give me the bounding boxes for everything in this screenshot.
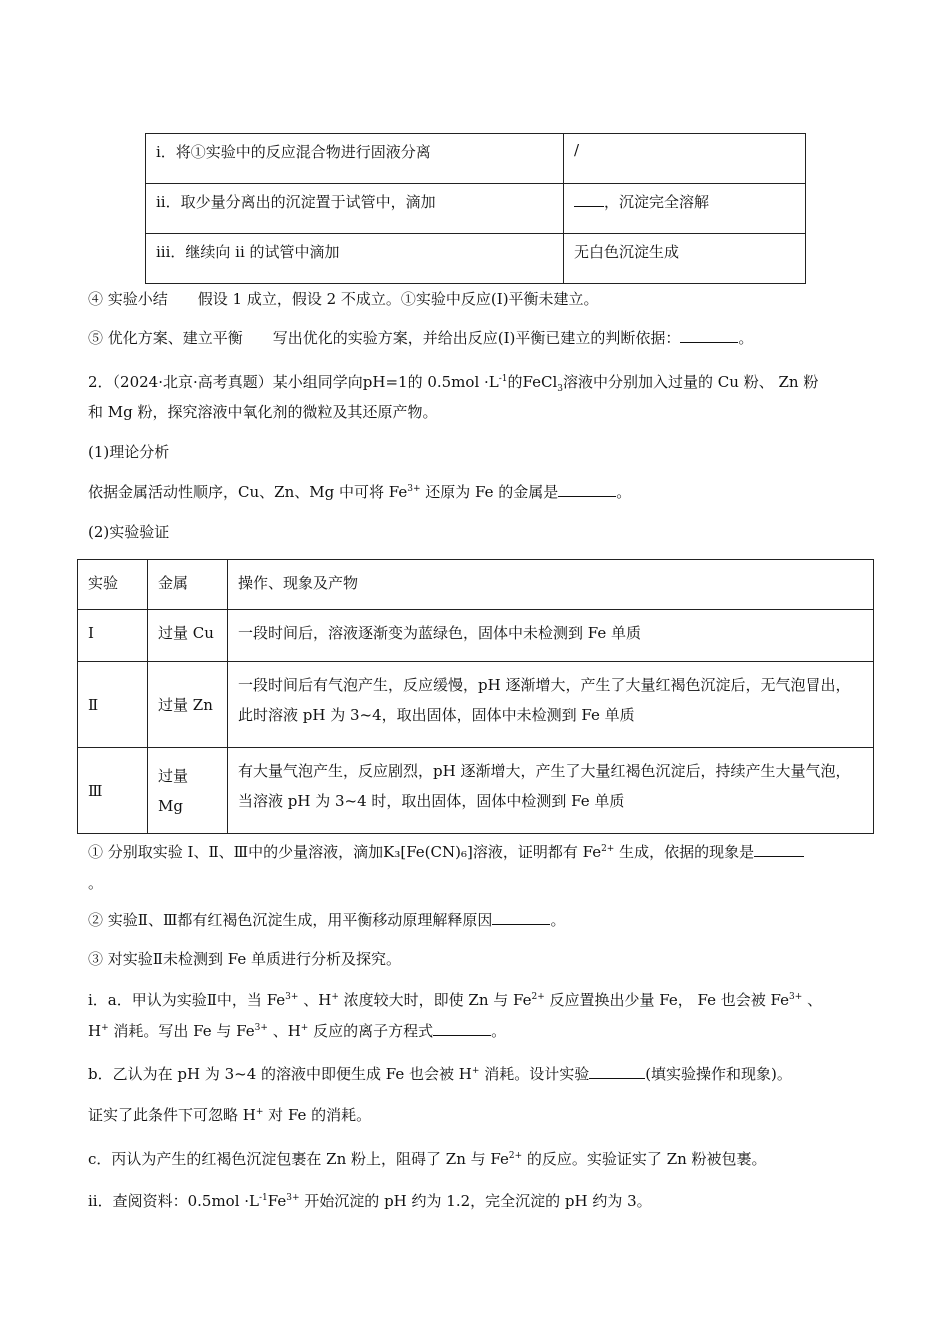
formula: K₃[Fe(CN)₆]	[383, 843, 473, 861]
text: b．乙认为在 pH 为 3~4 的溶液中即便生成 Fe 也会被 H	[88, 1065, 472, 1083]
text: 反应置换出少量 Fe， Fe 也会被 Fe	[544, 991, 790, 1009]
table-row	[78, 610, 874, 662]
table-cell: 过量 Mg	[148, 748, 228, 834]
question-3: ③ 对实验Ⅱ未检测到 Fe 单质进行分析及探究。	[88, 950, 401, 968]
table-row	[146, 184, 806, 234]
text: 证实了此条件下可忽略 H	[88, 1106, 256, 1124]
table-cell: iii．继续向 ii 的试管中滴加	[146, 234, 564, 284]
text: ① 分别取实验 I、Ⅱ、Ⅲ中的少量溶液，滴加	[88, 843, 384, 861]
text: 的反应。实验证实了 Zn 粉被包裹。	[522, 1150, 767, 1168]
formula: Cu、Zn、Mg	[238, 483, 335, 501]
text: H	[88, 1022, 102, 1040]
optimize-paragraph	[88, 327, 753, 349]
answer-blank[interactable]	[589, 1064, 645, 1079]
question-3-ia-line2	[88, 1020, 506, 1042]
answer-blank[interactable]	[754, 842, 804, 857]
superscript: 3+	[254, 1023, 268, 1033]
table-cell: I	[78, 610, 148, 662]
superscript: +	[300, 1023, 309, 1033]
table-row	[78, 662, 874, 748]
text: 、	[802, 991, 823, 1009]
superscript: 2+	[508, 1151, 523, 1161]
superscript: -1	[498, 374, 508, 384]
text: 依据金属活动性顺序，	[88, 483, 239, 501]
answer-blank[interactable]	[574, 192, 604, 207]
table-cell: 一段时间后，溶液逐渐变为蓝绿色，固体中未检测到 Fe 单质	[228, 610, 874, 662]
superscript: +	[255, 1107, 264, 1117]
text: 的 0.5mol ·L	[407, 373, 499, 391]
table-cell: 一段时间后有气泡产生，反应缓慢，pH 逐渐增大，产生了大量红褐色沉淀后，无气泡冒出，此时溶液 pH 为 3~4，取出固体，固体中未检测到 Fe 单质	[228, 662, 874, 748]
table-cell: ii．取少量分离出的沉淀置于试管中，滴加	[146, 184, 564, 234]
table-cell	[564, 184, 806, 234]
superscript: 2+	[601, 844, 615, 854]
table-cell: Ⅲ	[78, 748, 148, 834]
text: 、H	[298, 991, 332, 1009]
superscript: 3+	[286, 1193, 300, 1203]
table-row	[146, 134, 806, 184]
question-1	[88, 841, 804, 863]
formula: pH=1	[362, 373, 408, 391]
question-3-ib	[88, 1063, 792, 1085]
text: 。	[616, 483, 632, 501]
text: ⑤ 优化方案、建立平衡 写出优化的实验方案，并给出反应(I)平衡已建立的判断依据：	[88, 329, 681, 347]
text: (填实验操作和现象)。	[645, 1065, 792, 1083]
text: 溶液，证明都有 Fe	[472, 843, 602, 861]
table-cell: 无白色沉淀生成	[564, 234, 806, 284]
question-3-ic	[88, 1148, 767, 1170]
answer-blank[interactable]	[558, 482, 616, 497]
question-3-ia	[88, 989, 822, 1011]
text: 开始沉淀的 pH 约为 1.2，完全沉淀的 pH 约为 3。	[299, 1192, 652, 1210]
question-1-end: 。	[88, 874, 104, 892]
procedure-table	[145, 133, 806, 284]
text: Fe	[267, 1192, 287, 1210]
text: 生成，依据的现象是	[614, 843, 755, 861]
text: 、H	[267, 1022, 301, 1040]
text: 2．（2024·北京·高考真题）某小组同学向	[88, 373, 363, 391]
superscript: +	[331, 992, 339, 1002]
subscript: 3	[557, 384, 564, 394]
superscript: 3+	[285, 992, 299, 1002]
superscript: -1	[259, 1193, 268, 1203]
section-heading: (1)理论分析	[88, 443, 170, 461]
text: i．a．甲认为实验Ⅱ中，当 Fe	[88, 991, 286, 1009]
question-2-stem	[88, 371, 818, 393]
text: 。	[738, 329, 754, 347]
superscript: 2+	[531, 992, 545, 1002]
text: 溶液中分别加入过量的 Cu 粉、 Zn 粉	[563, 373, 819, 391]
text: ii．查阅资料：0.5mol ·L	[88, 1192, 259, 1210]
text: ② 实验Ⅱ、Ⅲ都有红褐色沉淀生成，用平衡移动原理解释原因	[88, 911, 493, 929]
experiment-table	[77, 559, 874, 834]
table-row	[146, 234, 806, 284]
table-cell: Ⅱ	[78, 662, 148, 748]
text: 。	[550, 911, 566, 929]
question-3-ib-line2	[88, 1104, 371, 1126]
answer-blank[interactable]	[492, 910, 550, 925]
answer-blank[interactable]	[680, 328, 738, 343]
table-cell: 过量 Cu	[148, 610, 228, 662]
superscript: +	[101, 1023, 109, 1033]
question-3-ii	[88, 1190, 652, 1212]
text: 中可将 Fe	[334, 483, 408, 501]
summary-paragraph: ④ 实验小结 假设 1 成立，假设 2 不成立。①实验中反应(I)平衡未建立。	[88, 290, 599, 308]
column-header: 操作、现象及产物	[228, 560, 874, 610]
table-cell: /	[564, 134, 806, 184]
table-row	[78, 748, 874, 834]
column-header: 实验	[78, 560, 148, 610]
table-cell: i．将①实验中的反应混合物进行固液分离	[146, 134, 564, 184]
text: 消耗。写出 Fe 与 Fe	[108, 1022, 255, 1040]
formula: FeCl	[522, 373, 558, 391]
cell-text: ，沉淀完全溶解	[604, 193, 710, 211]
answer-blank[interactable]	[433, 1021, 491, 1036]
text: 消耗。设计实验	[479, 1065, 590, 1083]
column-header: 金属	[148, 560, 228, 610]
superscript: +	[471, 1066, 480, 1076]
table-cell: 过量 Zn	[148, 662, 228, 748]
theory-question	[88, 481, 631, 503]
text: 。	[491, 1022, 507, 1040]
table-cell: 有大量气泡产生，反应剧烈，pH 逐渐增大，产生了大量红褐色沉淀后，持续产生大量气泡，当溶液 pH 为 3~4 时，取出固体，固体中检测到 Fe 单质	[228, 748, 874, 834]
text: 还原为 Fe 的金属是	[420, 483, 559, 501]
superscript: 3+	[789, 992, 803, 1002]
text: 浓度较大时，即使 Zn 与 Fe	[338, 991, 532, 1009]
text: c．丙认为产生的红褐色沉淀包裹在 Zn 粉上，阻碍了 Zn 与 Fe	[88, 1150, 509, 1168]
superscript: 3+	[407, 484, 421, 494]
section-heading: (2)实验验证	[88, 523, 170, 541]
text: 对 Fe 的消耗。	[263, 1106, 372, 1124]
text: 的	[507, 373, 523, 391]
question-2-stem-line2: 和 Mg 粉，探究溶液中氧化剂的微粒及其还原产物。	[88, 403, 438, 421]
table-header-row	[78, 560, 874, 610]
text: 反应的离子方程式	[308, 1022, 434, 1040]
question-2	[88, 909, 565, 931]
